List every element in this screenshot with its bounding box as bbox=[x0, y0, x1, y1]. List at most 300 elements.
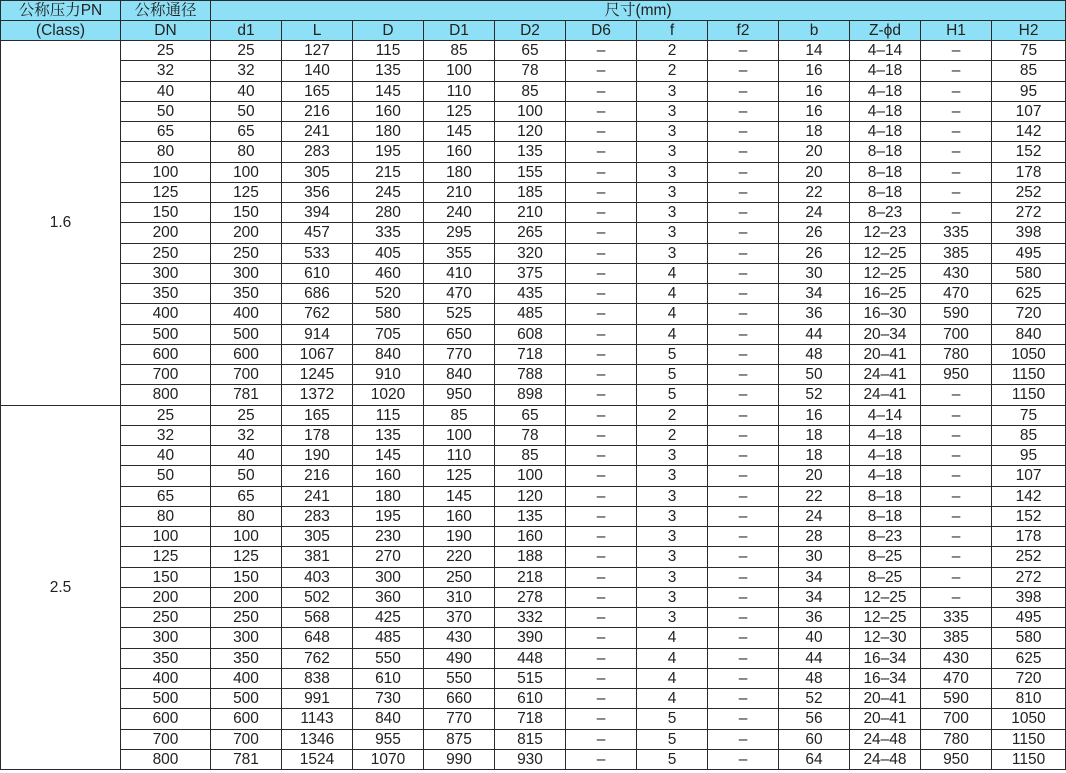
table-cell: 5 bbox=[637, 749, 708, 769]
table-row bbox=[1, 203, 1066, 223]
table-cell: 950 bbox=[921, 365, 992, 385]
table-cell: 4 bbox=[637, 628, 708, 648]
table-cell: 16–34 bbox=[850, 648, 921, 668]
table-row bbox=[1, 263, 1066, 283]
table-cell: 12–25 bbox=[850, 587, 921, 607]
table-cell: – bbox=[921, 405, 992, 425]
table-cell: 405 bbox=[353, 243, 424, 263]
table-cell: 12–25 bbox=[850, 243, 921, 263]
table-cell: 810 bbox=[992, 689, 1066, 709]
table-cell: 4 bbox=[637, 263, 708, 283]
table-cell: 457 bbox=[282, 223, 353, 243]
table-cell: 4 bbox=[637, 284, 708, 304]
table-cell: – bbox=[566, 729, 637, 749]
table-cell: 370 bbox=[424, 608, 495, 628]
table-cell: 8–18 bbox=[850, 506, 921, 526]
dn-cell: 200 bbox=[121, 587, 211, 607]
table-cell: 16–34 bbox=[850, 668, 921, 688]
table-cell: 8–18 bbox=[850, 182, 921, 202]
table-cell: – bbox=[921, 527, 992, 547]
table-cell: 356 bbox=[282, 182, 353, 202]
header-row-1 bbox=[1, 1, 1066, 21]
table-cell: 300 bbox=[211, 263, 282, 283]
table-cell: 85 bbox=[424, 41, 495, 61]
table-cell: 195 bbox=[353, 506, 424, 526]
table-cell: 142 bbox=[992, 122, 1066, 142]
table-cell: – bbox=[708, 101, 779, 121]
table-cell: 195 bbox=[353, 142, 424, 162]
table-cell: 4 bbox=[637, 648, 708, 668]
table-cell: – bbox=[708, 122, 779, 142]
table-cell: 410 bbox=[424, 263, 495, 283]
table-cell: 350 bbox=[211, 648, 282, 668]
table-row bbox=[1, 587, 1066, 607]
table-row bbox=[1, 608, 1066, 628]
table-cell: – bbox=[708, 365, 779, 385]
table-cell: – bbox=[566, 668, 637, 688]
table-cell: – bbox=[708, 709, 779, 729]
table-cell: – bbox=[708, 729, 779, 749]
table-row bbox=[1, 628, 1066, 648]
table-cell: 165 bbox=[282, 405, 353, 425]
table-cell: 280 bbox=[353, 203, 424, 223]
table-cell: 762 bbox=[282, 304, 353, 324]
table-cell: 300 bbox=[211, 628, 282, 648]
table-row bbox=[1, 182, 1066, 202]
table-cell: 145 bbox=[424, 122, 495, 142]
table-cell: 22 bbox=[779, 182, 850, 202]
table-cell: – bbox=[566, 122, 637, 142]
table-cell: 220 bbox=[424, 547, 495, 567]
table-cell: 425 bbox=[353, 608, 424, 628]
table-cell: 550 bbox=[424, 668, 495, 688]
table-cell: 65 bbox=[495, 405, 566, 425]
table-cell: 24–48 bbox=[850, 749, 921, 769]
table-cell: 110 bbox=[424, 446, 495, 466]
table-cell: – bbox=[708, 385, 779, 405]
table-row bbox=[1, 243, 1066, 263]
table-cell: – bbox=[921, 142, 992, 162]
table-cell: 385 bbox=[921, 243, 992, 263]
table-cell: 18 bbox=[779, 122, 850, 142]
table-cell: 24–41 bbox=[850, 385, 921, 405]
table-row bbox=[1, 729, 1066, 749]
table-cell: 2 bbox=[637, 61, 708, 81]
dn-cell: 40 bbox=[121, 446, 211, 466]
table-row bbox=[1, 425, 1066, 445]
table-cell: 216 bbox=[282, 101, 353, 121]
table-cell: 25 bbox=[211, 405, 282, 425]
table-cell: 50 bbox=[211, 466, 282, 486]
table-row bbox=[1, 284, 1066, 304]
table-cell: 65 bbox=[495, 41, 566, 61]
table-cell: 80 bbox=[211, 142, 282, 162]
col-header-D: D bbox=[353, 21, 424, 41]
table-cell: 52 bbox=[779, 385, 850, 405]
table-cell: 160 bbox=[495, 527, 566, 547]
table-cell: – bbox=[708, 425, 779, 445]
table-cell: 350 bbox=[211, 284, 282, 304]
dn-cell: 25 bbox=[121, 41, 211, 61]
dn-cell: 150 bbox=[121, 567, 211, 587]
table-cell: 28 bbox=[779, 527, 850, 547]
table-cell: 160 bbox=[424, 506, 495, 526]
table-cell: 1020 bbox=[353, 385, 424, 405]
table-cell: – bbox=[566, 223, 637, 243]
table-cell: 1050 bbox=[992, 344, 1066, 364]
table-cell: 245 bbox=[353, 182, 424, 202]
table-cell: 3 bbox=[637, 203, 708, 223]
table-cell: 840 bbox=[424, 365, 495, 385]
table-cell: 200 bbox=[211, 223, 282, 243]
table-cell: 495 bbox=[992, 243, 1066, 263]
table-cell: 32 bbox=[211, 61, 282, 81]
header-row-2 bbox=[1, 21, 1066, 41]
table-cell: 295 bbox=[424, 223, 495, 243]
table-cell: 5 bbox=[637, 385, 708, 405]
table-cell: 16–30 bbox=[850, 304, 921, 324]
dn-cell: 800 bbox=[121, 749, 211, 769]
table-cell: – bbox=[566, 263, 637, 283]
dn-cell: 200 bbox=[121, 223, 211, 243]
table-cell: 355 bbox=[424, 243, 495, 263]
col-header-d1: d1 bbox=[211, 21, 282, 41]
dn-cell: 600 bbox=[121, 344, 211, 364]
table-cell: 394 bbox=[282, 203, 353, 223]
table-row bbox=[1, 466, 1066, 486]
table-cell: 34 bbox=[779, 284, 850, 304]
table-row bbox=[1, 385, 1066, 405]
dn-cell: 700 bbox=[121, 729, 211, 749]
table-cell: 190 bbox=[424, 527, 495, 547]
table-cell: 95 bbox=[992, 446, 1066, 466]
table-cell: – bbox=[566, 81, 637, 101]
table-cell: 4 bbox=[637, 689, 708, 709]
table-cell: – bbox=[921, 41, 992, 61]
table-cell: 930 bbox=[495, 749, 566, 769]
table-cell: – bbox=[708, 405, 779, 425]
table-cell: 26 bbox=[779, 243, 850, 263]
table-cell: – bbox=[566, 304, 637, 324]
table-cell: 2 bbox=[637, 405, 708, 425]
table-cell: 142 bbox=[992, 486, 1066, 506]
pn-header: 公称压力PN bbox=[1, 1, 121, 21]
table-cell: 30 bbox=[779, 263, 850, 283]
table-cell: 250 bbox=[424, 567, 495, 587]
table-cell: 3 bbox=[637, 486, 708, 506]
table-row bbox=[1, 547, 1066, 567]
table-cell: – bbox=[566, 446, 637, 466]
table-cell: 100 bbox=[211, 527, 282, 547]
table-cell: 955 bbox=[353, 729, 424, 749]
table-cell: – bbox=[708, 304, 779, 324]
table-cell: 230 bbox=[353, 527, 424, 547]
table-cell: 16–25 bbox=[850, 284, 921, 304]
table-cell: 135 bbox=[353, 425, 424, 445]
table-cell: 390 bbox=[495, 628, 566, 648]
table-cell: 525 bbox=[424, 304, 495, 324]
table-cell: 85 bbox=[424, 405, 495, 425]
table-cell: 398 bbox=[992, 587, 1066, 607]
table-cell: 30 bbox=[779, 547, 850, 567]
table-cell: 3 bbox=[637, 547, 708, 567]
table-cell: – bbox=[921, 466, 992, 486]
table-cell: – bbox=[708, 81, 779, 101]
table-cell: 210 bbox=[495, 203, 566, 223]
dn-cell: 100 bbox=[121, 162, 211, 182]
table-cell: – bbox=[566, 284, 637, 304]
table-cell: 14 bbox=[779, 41, 850, 61]
table-cell: 75 bbox=[992, 41, 1066, 61]
table-cell: 125 bbox=[424, 466, 495, 486]
table-row bbox=[1, 81, 1066, 101]
table-cell: – bbox=[566, 709, 637, 729]
table-cell: 1050 bbox=[992, 709, 1066, 729]
table-cell: 520 bbox=[353, 284, 424, 304]
dn-cell: 800 bbox=[121, 385, 211, 405]
dn-cell: 80 bbox=[121, 506, 211, 526]
table-cell: 40 bbox=[779, 628, 850, 648]
table-cell: 1150 bbox=[992, 365, 1066, 385]
table-cell: 335 bbox=[921, 608, 992, 628]
table-cell: – bbox=[708, 547, 779, 567]
table-cell: 36 bbox=[779, 608, 850, 628]
table-cell: 608 bbox=[495, 324, 566, 344]
table-cell: 2 bbox=[637, 425, 708, 445]
table-cell: 24–48 bbox=[850, 729, 921, 749]
table-cell: – bbox=[566, 749, 637, 769]
table-cell: 770 bbox=[424, 709, 495, 729]
table-row bbox=[1, 567, 1066, 587]
table-cell: – bbox=[708, 344, 779, 364]
table-cell: 135 bbox=[495, 506, 566, 526]
table-cell: 8–25 bbox=[850, 567, 921, 587]
dn-cell: 500 bbox=[121, 689, 211, 709]
table-cell: 150 bbox=[211, 203, 282, 223]
table-cell: 815 bbox=[495, 729, 566, 749]
table-cell: 95 bbox=[992, 81, 1066, 101]
table-cell: – bbox=[921, 385, 992, 405]
table-cell: 152 bbox=[992, 506, 1066, 526]
dn-cell: 25 bbox=[121, 405, 211, 425]
table-cell: 610 bbox=[282, 263, 353, 283]
table-cell: 385 bbox=[921, 628, 992, 648]
table-cell: – bbox=[566, 587, 637, 607]
table-cell: 180 bbox=[353, 122, 424, 142]
table-cell: – bbox=[566, 324, 637, 344]
table-cell: 4–18 bbox=[850, 61, 921, 81]
table-cell: 730 bbox=[353, 689, 424, 709]
table-cell: 590 bbox=[921, 304, 992, 324]
table-cell: – bbox=[708, 749, 779, 769]
table-cell: 3 bbox=[637, 182, 708, 202]
table-cell: – bbox=[708, 668, 779, 688]
table-cell: 310 bbox=[424, 587, 495, 607]
table-cell: – bbox=[566, 182, 637, 202]
table-cell: 1150 bbox=[992, 385, 1066, 405]
dn-cell: 65 bbox=[121, 486, 211, 506]
table-cell: 75 bbox=[992, 405, 1066, 425]
table-cell: – bbox=[708, 567, 779, 587]
pressure-class-cell: 1.6 bbox=[1, 41, 121, 406]
table-body bbox=[1, 41, 1066, 770]
table-cell: 500 bbox=[211, 324, 282, 344]
pressure-class-cell: 2.5 bbox=[1, 405, 121, 770]
table-cell: – bbox=[921, 567, 992, 587]
table-cell: 85 bbox=[992, 425, 1066, 445]
table-cell: 52 bbox=[779, 689, 850, 709]
table-cell: 100 bbox=[211, 162, 282, 182]
table-cell: 335 bbox=[353, 223, 424, 243]
table-cell: 16 bbox=[779, 101, 850, 121]
table-cell: 85 bbox=[495, 81, 566, 101]
table-cell: 485 bbox=[495, 304, 566, 324]
table-cell: 252 bbox=[992, 547, 1066, 567]
table-cell: – bbox=[566, 101, 637, 121]
table-cell: 1372 bbox=[282, 385, 353, 405]
table-cell: – bbox=[921, 101, 992, 121]
table-cell: 788 bbox=[495, 365, 566, 385]
table-cell: 762 bbox=[282, 648, 353, 668]
table-cell: – bbox=[708, 284, 779, 304]
table-cell: 990 bbox=[424, 749, 495, 769]
table-cell: 4–18 bbox=[850, 101, 921, 121]
table-cell: 160 bbox=[424, 142, 495, 162]
table-cell: 720 bbox=[992, 668, 1066, 688]
table-cell: 120 bbox=[495, 486, 566, 506]
col-header-D6: D6 bbox=[566, 21, 637, 41]
table-cell: 430 bbox=[921, 648, 992, 668]
dn-cell: 50 bbox=[121, 101, 211, 121]
table-cell: – bbox=[566, 41, 637, 61]
table-cell: 3 bbox=[637, 587, 708, 607]
table-cell: 40 bbox=[211, 446, 282, 466]
dn-cell: 150 bbox=[121, 203, 211, 223]
table-cell: 4–18 bbox=[850, 466, 921, 486]
table-cell: 430 bbox=[921, 263, 992, 283]
table-cell: 24–41 bbox=[850, 365, 921, 385]
table-cell: – bbox=[708, 142, 779, 162]
table-cell: 914 bbox=[282, 324, 353, 344]
dn-cell: 32 bbox=[121, 425, 211, 445]
table-cell: 700 bbox=[211, 729, 282, 749]
table-cell: 125 bbox=[211, 182, 282, 202]
col-header-D1: D1 bbox=[424, 21, 495, 41]
table-cell: 1150 bbox=[992, 749, 1066, 769]
table-cell: – bbox=[921, 162, 992, 182]
dn-cell: 400 bbox=[121, 668, 211, 688]
table-cell: 26 bbox=[779, 223, 850, 243]
table-cell: 360 bbox=[353, 587, 424, 607]
table-cell: 1524 bbox=[282, 749, 353, 769]
table-cell: 216 bbox=[282, 466, 353, 486]
table-cell: 178 bbox=[992, 527, 1066, 547]
table-cell: – bbox=[566, 142, 637, 162]
table-cell: 1070 bbox=[353, 749, 424, 769]
table-row bbox=[1, 324, 1066, 344]
table-cell: – bbox=[566, 486, 637, 506]
dn-cell: 500 bbox=[121, 324, 211, 344]
table-cell: 781 bbox=[211, 749, 282, 769]
table-cell: 18 bbox=[779, 446, 850, 466]
table-cell: 4 bbox=[637, 324, 708, 344]
table-cell: 125 bbox=[211, 547, 282, 567]
table-row bbox=[1, 648, 1066, 668]
table-cell: 32 bbox=[211, 425, 282, 445]
table-cell: 44 bbox=[779, 324, 850, 344]
table-cell: – bbox=[566, 466, 637, 486]
table-cell: 648 bbox=[282, 628, 353, 648]
table-cell: 720 bbox=[992, 304, 1066, 324]
table-cell: 125 bbox=[424, 101, 495, 121]
table-cell: 4–14 bbox=[850, 405, 921, 425]
table-cell: 448 bbox=[495, 648, 566, 668]
table-cell: 65 bbox=[211, 122, 282, 142]
table-cell: 4 bbox=[637, 304, 708, 324]
table-cell: 840 bbox=[353, 344, 424, 364]
table-cell: 600 bbox=[211, 344, 282, 364]
table-cell: 335 bbox=[921, 223, 992, 243]
table-cell: 485 bbox=[353, 628, 424, 648]
table-cell: 241 bbox=[282, 486, 353, 506]
table-cell: – bbox=[566, 506, 637, 526]
table-cell: – bbox=[921, 587, 992, 607]
table-cell: 718 bbox=[495, 709, 566, 729]
table-cell: 24 bbox=[779, 506, 850, 526]
table-cell: 85 bbox=[495, 446, 566, 466]
table-cell: – bbox=[708, 466, 779, 486]
table-cell: 240 bbox=[424, 203, 495, 223]
table-cell: – bbox=[708, 162, 779, 182]
table-cell: 140 bbox=[282, 61, 353, 81]
table-cell: 610 bbox=[495, 689, 566, 709]
table-cell: 178 bbox=[992, 162, 1066, 182]
table-cell: – bbox=[708, 243, 779, 263]
table-row bbox=[1, 527, 1066, 547]
table-cell: 580 bbox=[353, 304, 424, 324]
table-cell: 3 bbox=[637, 527, 708, 547]
table-cell: 107 bbox=[992, 101, 1066, 121]
table-cell: 145 bbox=[353, 81, 424, 101]
table-cell: – bbox=[566, 61, 637, 81]
table-cell: – bbox=[921, 81, 992, 101]
col-header-f2: f2 bbox=[708, 21, 779, 41]
table-cell: 265 bbox=[495, 223, 566, 243]
table-cell: – bbox=[921, 506, 992, 526]
table-cell: 8–25 bbox=[850, 547, 921, 567]
table-cell: 3 bbox=[637, 223, 708, 243]
table-cell: 20–41 bbox=[850, 344, 921, 364]
dn-cell: 32 bbox=[121, 61, 211, 81]
table-cell: – bbox=[566, 344, 637, 364]
dn-cell: 40 bbox=[121, 81, 211, 101]
table-cell: – bbox=[708, 608, 779, 628]
table-cell: 700 bbox=[921, 324, 992, 344]
table-cell: 625 bbox=[992, 284, 1066, 304]
table-cell: 115 bbox=[353, 41, 424, 61]
table-row bbox=[1, 446, 1066, 466]
table-cell: 600 bbox=[211, 709, 282, 729]
table-cell: 3 bbox=[637, 142, 708, 162]
table-cell: 135 bbox=[495, 142, 566, 162]
table-header bbox=[1, 1, 1066, 41]
table-cell: 1346 bbox=[282, 729, 353, 749]
table-cell: 215 bbox=[353, 162, 424, 182]
table-cell: 270 bbox=[353, 547, 424, 567]
table-cell: 8–23 bbox=[850, 203, 921, 223]
table-row bbox=[1, 41, 1066, 61]
dn-cell: 350 bbox=[121, 648, 211, 668]
